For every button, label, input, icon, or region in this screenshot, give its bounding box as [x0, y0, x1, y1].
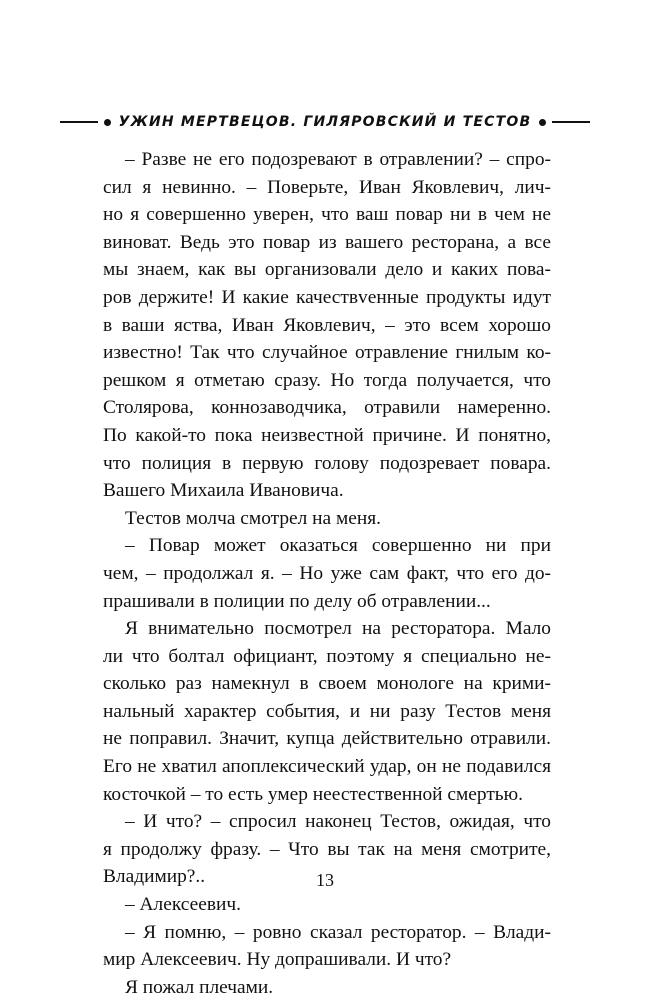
- text-line: но я совершенно уверен, что ваш повар ни в чем не: [103, 204, 551, 226]
- text-line: что полиция в первую голову подозревает повара.: [103, 452, 551, 474]
- text-line: Его не хватил апоплексический удар, он не подавился: [103, 756, 551, 778]
- text-line: Столярова, коннозаводчика, отравили намеренно.: [103, 397, 551, 419]
- text-line: – Повар может оказаться совершенно ни при: [125, 535, 551, 557]
- text-line: мы знаем, как вы организовали дело и каких пова-: [103, 259, 551, 281]
- text-line: Я пожал плечами.: [125, 976, 274, 998]
- text-line: Тестов молча смотрел на меня.: [125, 507, 382, 529]
- text-line: сколько раз намекнул в своем монологе на крими-: [103, 673, 551, 695]
- text-line: По какой-то пока неизвестной причине. И понятно,: [103, 424, 551, 446]
- text-line: прашивали в полиции по делу об отравлении...: [103, 590, 491, 612]
- header-dot-left-icon: [104, 119, 111, 126]
- header-dot-right-icon: [539, 119, 546, 126]
- text-line: в ваши яства, Иван Яковлевич, – это всем хорошо: [103, 314, 551, 336]
- text-line: косточкой – то есть умер неестественной смертью.: [103, 783, 523, 805]
- text-line: – Алексеевич.: [125, 894, 241, 916]
- running-header: [60, 110, 590, 134]
- text-line: виноват. Ведь это повар из вашего ресторана, а все: [103, 231, 551, 253]
- text-line: – Я помню, – ровно сказал ресторатор. – Влади-: [125, 921, 551, 943]
- text-line: мир Алексеевич. Ну допрашивали. И что?: [103, 949, 452, 971]
- text-line: нальный характер события, и ни разу Тестов меня: [103, 700, 551, 722]
- header-title: УЖИН МЕРТВЕЦОВ. ГИЛЯРОВСКИЙ И ТЕСТОВ: [118, 114, 532, 130]
- text-line: решком я отметаю сразу. Но тогда получается, что: [103, 369, 551, 391]
- text-line: Я внимательно посмотрел на ресторатора. Мало: [125, 618, 551, 640]
- text-line: сил я невинно. – Поверьте, Иван Яковлевич, лич-: [103, 176, 551, 198]
- text-line: Владимир?..: [103, 866, 206, 888]
- text-line: Вашего Михаила Ивановича.: [103, 480, 344, 502]
- text-line: я продолжу фразу. – Что вы так на меня смотрите,: [103, 838, 551, 860]
- header-rule-left: [60, 121, 98, 123]
- text-line: ли что болтал официант, поэтому я специально не-: [103, 645, 551, 667]
- text-line: ров держите! И какие качествvенные продукты идут: [103, 286, 551, 308]
- header-rule-right: [552, 121, 590, 123]
- text-line: известно! Так что случайное отравление гнилым ко-: [103, 342, 551, 364]
- text-line: не поправил. Значит, купца действительно отравили.: [103, 728, 551, 750]
- page-number: 13: [316, 870, 334, 890]
- text-line: – Разве не его подозревают в отравлении? – спро-: [125, 149, 551, 170]
- text-line: – И что? – спросил наконец Тестов, ожидая, что: [125, 811, 551, 833]
- text-line: чем, – продолжал я. – Но уже сам факт, что его до-: [103, 562, 551, 584]
